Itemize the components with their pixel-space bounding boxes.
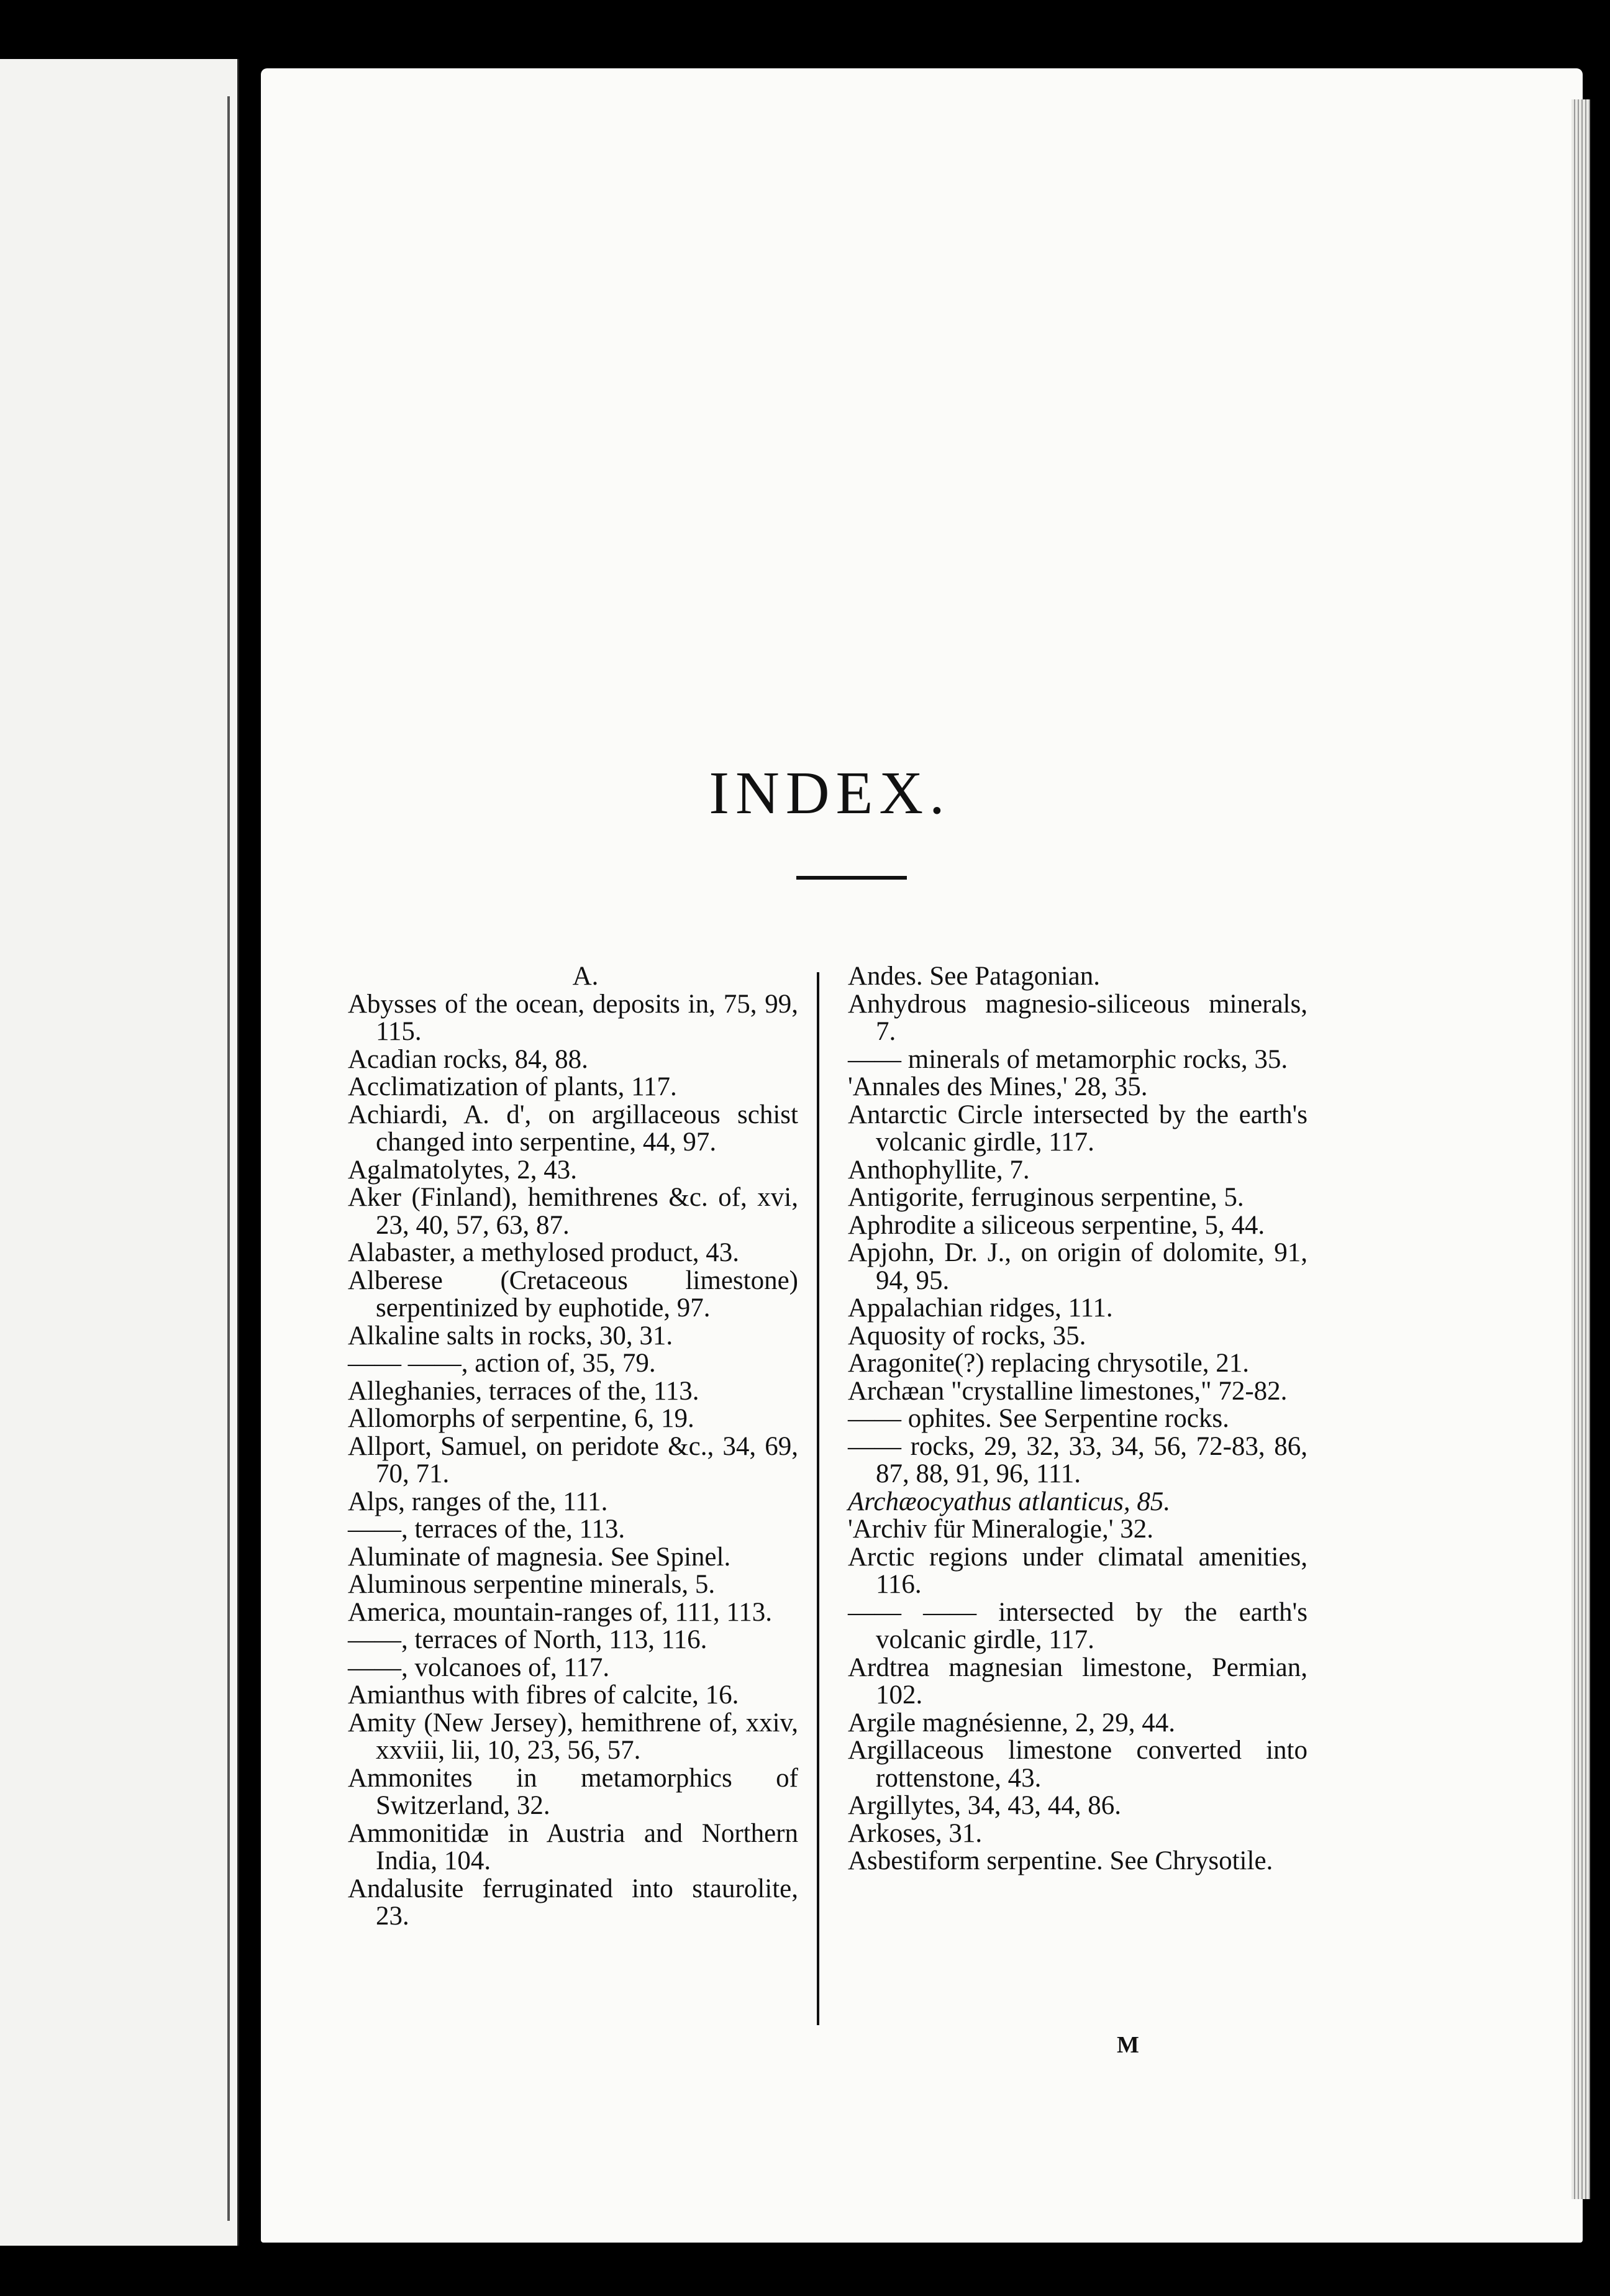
index-entry: Alleghanies, terraces of the, 113. <box>348 1376 699 1406</box>
index-entry: Antigorite, ferruginous serpentine, 5. <box>848 1183 1244 1212</box>
index-entry: Arctic regions under climatal amenities, 116. <box>848 1542 1308 1599</box>
index-entry: —— rocks, 29, 32, 33, 34, 56, 72-83, 86, 87, 88, 91, 96, 111. <box>848 1431 1308 1488</box>
index-entry: Archæocyathus atlanticus, 85. <box>848 1487 1171 1516</box>
index-entry: Andes. See Patagonian. <box>848 962 1101 991</box>
index-entry: ——, terraces of North, 113, 116. <box>348 1625 707 1654</box>
index-column-right <box>848 963 1308 1875</box>
index-entry: Alabaster, a methylosed product, 43. <box>348 1238 739 1267</box>
index-entry: Aluminous serpentine minerals, 5. <box>348 1570 716 1599</box>
column-divider <box>817 972 819 2025</box>
index-entry: Antarctic Circle intersected by the earth's volcanic girdle, 117. <box>848 1100 1308 1157</box>
index-entry: Appalachian ridges, 111. <box>848 1293 1113 1323</box>
index-entry: Aphrodite a siliceous serpentine, 5, 44. <box>848 1210 1265 1240</box>
index-entry: Asbestiform serpentine. See Chrysotile. <box>848 1846 1273 1875</box>
facing-page-edge <box>0 59 239 2246</box>
index-entry: —— minerals of metamorphic rocks, 35. <box>848 1044 1288 1074</box>
index-entry: Alberese (Cretaceous limestone) serpentinized by euphotide, 97. <box>348 1265 798 1323</box>
index-entry: Amianthus with fibres of calcite, 16. <box>348 1680 739 1710</box>
index-entry: Aluminate of magnesia. See Spinel. <box>348 1542 731 1572</box>
title-rule <box>796 876 907 880</box>
index-entry: Apjohn, Dr. J., on origin of dolomite, 91, 94, 95. <box>848 1238 1308 1295</box>
index-entry: Aker (Finland), hemithrenes &c. of, xvi, 23, 40, 57, 63, 87. <box>348 1183 798 1240</box>
index-entry: America, mountain-ranges of, 111, 113. <box>348 1597 773 1627</box>
index-entry: Aragonite(?) replacing chrysotile, 21. <box>848 1349 1249 1378</box>
index-entry: Arkoses, 31. <box>848 1818 983 1848</box>
index-entry: —— ophites. See Serpentine rocks. <box>848 1404 1229 1433</box>
index-entry: Anhydrous magnesio-siliceous minerals, 7. <box>848 989 1308 1046</box>
index-entry: Allport, Samuel, on peridote &c., 34, 69, 70, 71. <box>348 1431 798 1488</box>
page-stack-edge <box>1571 99 1590 2199</box>
page-title: INDEX. <box>709 759 951 827</box>
index-entry: Ammonitidæ in Austria and Northern India, 104. <box>348 1818 798 1875</box>
index-entry: Alkaline salts in rocks, 30, 31. <box>348 1321 673 1351</box>
index-entry: ——, terraces of the, 113. <box>348 1515 625 1544</box>
index-entry: Andalusite ferruginated into staurolite, 23. <box>348 1874 798 1931</box>
index-entry: Argillaceous limestone converted into rottenstone, 43. <box>848 1736 1308 1793</box>
index-entry: —— —— intersected by the earth's volcanic girdle, 117. <box>848 1597 1308 1654</box>
index-entry: Amity (New Jersey), hemithrene of, xxiv, xxviii, lii, 10, 23, 56, 57. <box>348 1708 798 1765</box>
index-entry: Allomorphs of serpentine, 6, 19. <box>348 1404 694 1433</box>
index-entry: 'Archiv für Mineralogie,' 32. <box>848 1515 1153 1544</box>
index-entry: Argile magnésienne, 2, 29, 44. <box>848 1708 1176 1738</box>
index-entry: Ardtrea magnesian limestone, Permian, 102. <box>848 1652 1308 1710</box>
index-entry: —— ——, action of, 35, 79. <box>348 1349 656 1378</box>
page-gutter-shadow <box>227 96 230 2221</box>
index-entry: Agalmatolytes, 2, 43. <box>348 1155 578 1185</box>
catchword: M <box>1117 2032 1139 2058</box>
index-entry: Acadian rocks, 84, 88. <box>348 1044 588 1074</box>
index-entry: 'Annales des Mines,' 28, 35. <box>848 1072 1148 1101</box>
index-column-left <box>348 963 798 1931</box>
index-entry: Aquosity of rocks, 35. <box>848 1321 1086 1351</box>
index-entry: Acclimatization of plants, 117. <box>348 1072 677 1101</box>
index-entry: Archæan "crystalline limestones," 72-82. <box>848 1376 1288 1406</box>
index-entry: Argillytes, 34, 43, 44, 86. <box>848 1791 1121 1820</box>
index-entry: ——, volcanoes of, 117. <box>348 1652 610 1682</box>
index-entry: Alps, ranges of the, 111. <box>348 1487 608 1516</box>
index-entry: Anthophyllite, 7. <box>848 1155 1030 1185</box>
index-entry: Abysses of the ocean, deposits in, 75, 99, 115. <box>348 989 798 1046</box>
index-entry: Achiardi, A. d', on argillaceous schist changed into serpentine, 44, 97. <box>348 1100 798 1157</box>
index-entry: Ammonites in metamorphics of Switzerland, 32. <box>348 1763 798 1820</box>
section-letter: A. <box>572 962 599 991</box>
